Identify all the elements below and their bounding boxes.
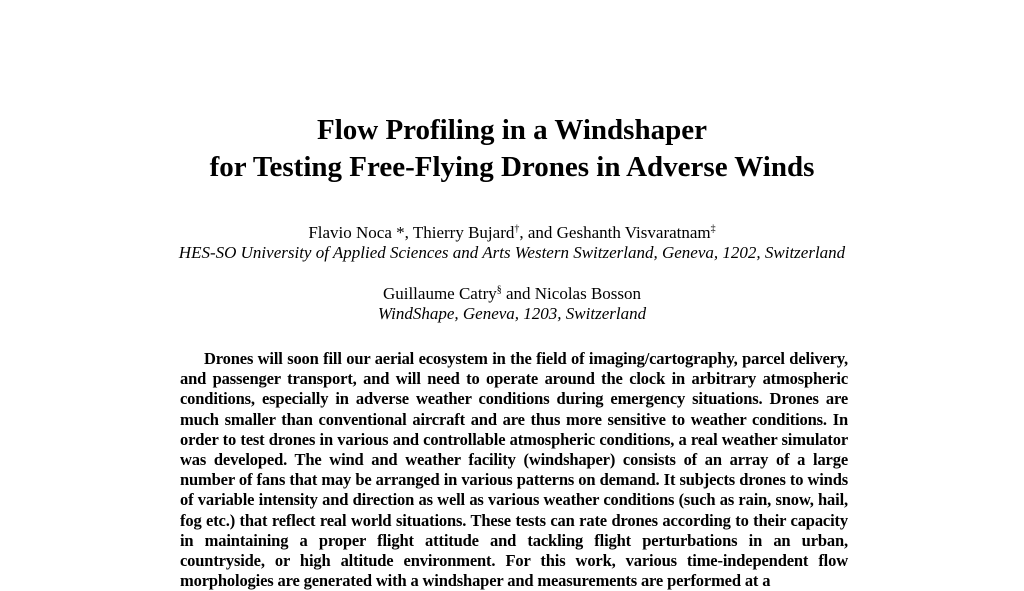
author-names <box>0 223 1024 243</box>
author-separator: and <box>501 284 535 303</box>
title-line-1: Flow Profiling in a Windshaper <box>317 114 707 146</box>
footnote-mark: * <box>396 223 405 242</box>
footnote-mark: † <box>514 223 520 235</box>
author-block-2 <box>0 284 1024 324</box>
title-line-2: for Testing Free-Flying Drones in Adverse Winds <box>209 151 815 183</box>
author-names <box>0 284 1024 304</box>
author-name: Nicolas Bosson <box>534 284 642 303</box>
author-affiliation: HES-SO University of Applied Sciences and Arts Western Switzerland, Geneva, 1202, Switzerland <box>178 243 846 262</box>
author-name: Geshanth Visvaratnam <box>556 223 711 242</box>
author-name: Thierry Bujard <box>412 223 515 242</box>
author-name: Guillaume Catry <box>382 284 497 303</box>
author-name: Flavio Noca <box>308 223 392 242</box>
paper-title <box>0 112 1024 186</box>
footnote-mark: § <box>496 284 502 296</box>
author-separator: , <box>404 223 413 242</box>
footnote-mark: ‡ <box>710 223 716 235</box>
abstract-paragraph: Drones will soon fill our aerial ecosystem in the field of imaging/cartography, parcel delivery, and passenger transport, and will need to operate around the clock in arbitrary atmospheric conditions, especially in adverse weather conditions during emergency situations. Drones are much smaller than conventional aircraft and are thus more sensitive to weather conditions. In order to test drones in various and controllable atmospheric conditions, a real weather simulator was developed. The wind and weather facility (windshaper) consists of an array of a large number of fans that may be arranged in various patterns on demand. It subjects drones to winds of variable intensity and direction as well as various weather conditions (such as rain, snow, hail, fog etc.) that reflect real world situations. These tests can rate drones according to their capacity in maintaining a proper flight attitude and tackling flight perturbations in an urban, countryside, or high altitude environment. For this work, various time-independent flow morphologies are generated with a windshaper and measurements are performed at a <box>180 349 848 591</box>
author-separator: , and <box>519 223 557 242</box>
author-block-1 <box>0 223 1024 263</box>
author-affiliation: WindShape, Geneva, 1203, Switzerland <box>377 304 647 323</box>
